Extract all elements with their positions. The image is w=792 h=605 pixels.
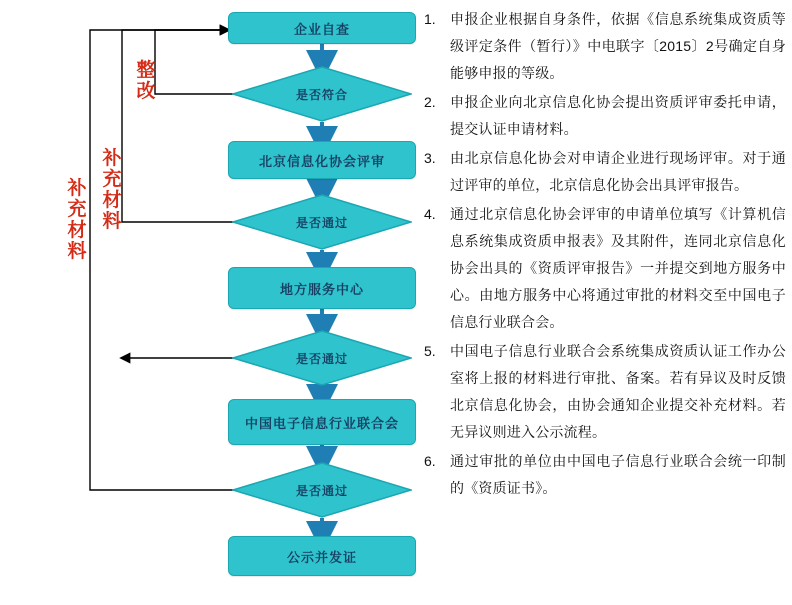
step-number: 6.: [424, 453, 436, 469]
node-cn-federation[interactable]: [228, 399, 416, 445]
list-item: [424, 201, 786, 336]
loop-label-rectify: 整改: [136, 60, 156, 102]
decision-label: 是否符合: [295, 87, 348, 102]
node-label: 地方服务中心: [279, 281, 364, 297]
decision-pass-3[interactable]: [232, 462, 412, 518]
list-item: [424, 338, 786, 446]
decision-pass-1[interactable]: [232, 194, 412, 250]
decision-pass-2[interactable]: [232, 330, 412, 386]
loop-label-supplement-2: 补充材料: [67, 178, 87, 262]
steps-list: [424, 6, 786, 601]
step-number: 5.: [424, 343, 436, 359]
list-item: [424, 448, 786, 502]
node-label: 企业自查: [293, 21, 350, 37]
step-text: 通过审批的单位由中国电子信息行业联合会统一印制的《资质证书》。: [450, 453, 786, 496]
loop-label-supplement-1: 补充材料: [102, 148, 122, 232]
node-publicize[interactable]: [228, 536, 416, 576]
step-text: 申报企业向北京信息化协会提出资质评审委托申请，提交认证申请材料。: [450, 94, 786, 137]
node-local-center[interactable]: [228, 267, 416, 309]
decision-label: 是否通过: [295, 483, 348, 498]
decision-conform[interactable]: [232, 66, 412, 122]
step-number: 2.: [424, 94, 436, 110]
list-item: [424, 6, 786, 87]
step-text: 通过北京信息化协会评审的申请单位填写《计算机信息系统集成资质申报表》及其附件，连同北京信息化协会出具的《资质评审报告》一并提交到地方服务中心。由地方服务中心将通过审批的材料交至中国电子信息行业联合会。: [450, 206, 786, 330]
decision-label: 是否通过: [295, 215, 348, 230]
step-text: 由北京信息化协会对申请企业进行现场评审。对于通过评审的单位，北京信息化协会出具评审报告。: [450, 150, 786, 193]
step-number: 4.: [424, 206, 436, 222]
node-bj-review[interactable]: [228, 141, 416, 179]
step-number: 3.: [424, 150, 436, 166]
list-item: [424, 145, 786, 199]
list-item: [424, 89, 786, 143]
step-number: 1.: [424, 11, 436, 27]
step-text: 中国电子信息行业联合会系统集成资质认证工作办公室将上报的材料进行审批、备案。若有异议及时反馈北京信息化协会，由协会通知企业提交补充材料。若无异议则进入公示流程。: [450, 343, 786, 440]
node-self-check[interactable]: [228, 12, 416, 44]
decision-label: 是否通过: [295, 351, 348, 366]
node-label: 公示并发证: [286, 549, 357, 565]
node-label: 中国电子信息行业联合会: [244, 415, 399, 431]
node-label: 北京信息化协会评审: [258, 153, 385, 169]
step-text: 申报企业根据自身条件，依据《信息系统集成资质等级评定条件（暂行）》中电联字〔2015〕2号确定自身能够申报的等级。: [450, 11, 786, 81]
